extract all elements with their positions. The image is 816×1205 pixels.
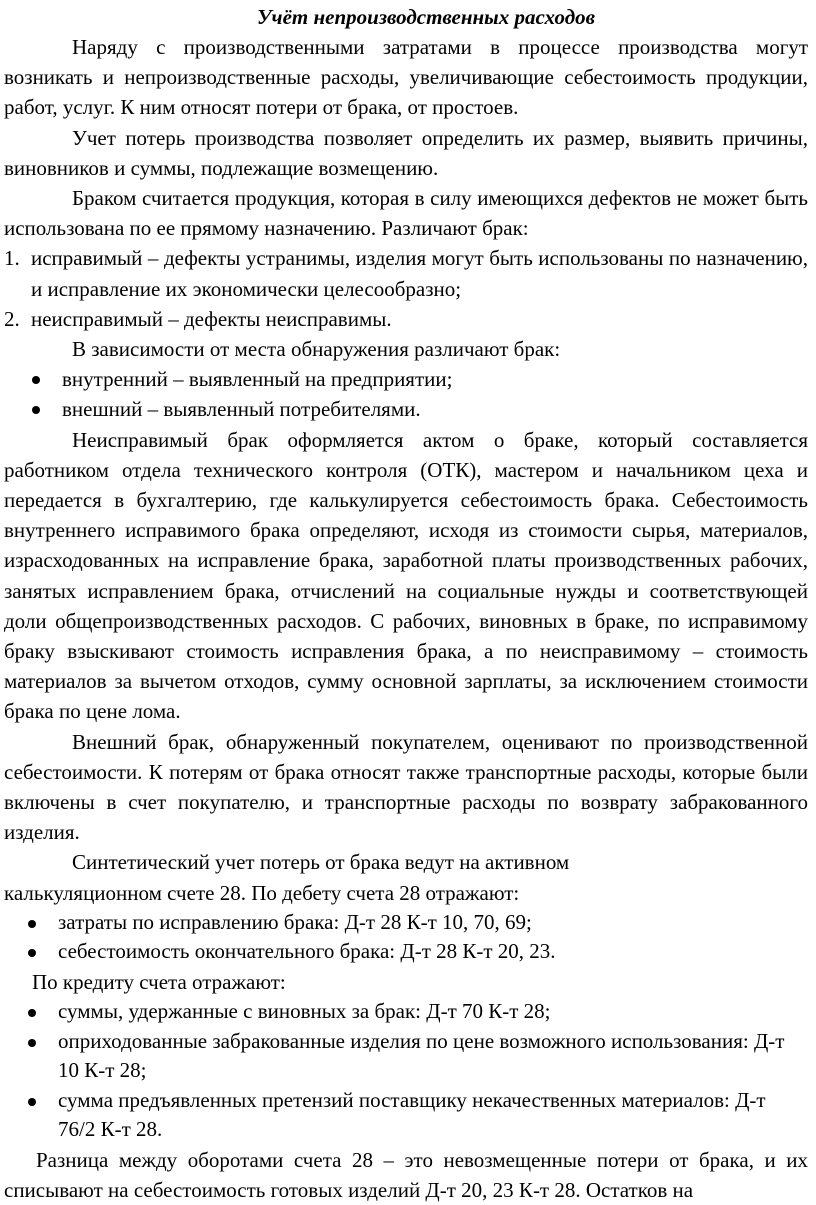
list-item: [4, 364, 808, 394]
paragraph-line: калькуляционном счете 28. По дебету счета 28 отражают:: [4, 880, 520, 905]
paragraph-intro: Наряду с производственными затратами в процессе производства могут возникать и непроизводственные расходы, увеличивающие себестоимость продукции, работ, услуг. К ним относят потери от брака, от простоев.: [4, 35, 808, 120]
document-title: Учёт непроизводственных расходов: [256, 5, 596, 29]
list-item-text: оприходованные забракованные изделия по цене возможного использования: Д-т 10 К-т 28;: [58, 1028, 785, 1083]
paragraph-difference: Разница между оборотами счета 28 – это невозмещенные потери от брака, и их списывают на себестоимость готовых изделий Д-т 20, 23 К-т 28. Остатков на: [4, 1147, 808, 1202]
paragraph-credit-intro: По кредиту счета отражают:: [32, 969, 286, 994]
paragraph-external-defect: Внешний брак, обнаруженный покупателем, оценивают по производственной себестоимости. К потерям от брака относят также транспортные расходы, которые были включены в счет покупателю, и транспортные расходы по возврату забракованного изделия.: [4, 729, 808, 845]
list-item-text: исправимый – дефекты устранимы, изделия могут быть использованы по назначению, и исправление их экономически целесообразно;: [31, 246, 808, 301]
list-item-text: затраты по исправлению брака: Д-т 28 К-т 10, 70, 69;: [58, 909, 532, 934]
paragraph-irreparable-defect: Неисправимый брак оформляется актом о браке, который составляется работником отдела технического контроля (ОТК), мастером и начальником цеха и передается в бухгалтерию, где калькулируется себестоимость брака. Себестоимость внутреннего исправимого брака определяют, исходя из стоимости сырья, материалов, израсходованных на исправление брака, заработной платы производственных рабочих, занятых исправлением брака, отчислений на социальные нужды и соответствующей доли общепроизводственных расходов. С рабочих, виновных в браке, по исправимому браку взыскивают стоимость исправления брака, а по неисправимому – стоимость материалов за вычетом отходов, сумму основной зарплаты, за исключением стоимости брака по цене лома.: [4, 427, 808, 724]
paragraph-synthetic-accounting-cont: [4, 878, 808, 908]
list-item: [4, 1027, 808, 1086]
document-page: [4, 2, 808, 1205]
list-number: 2.: [4, 306, 20, 331]
list-item: [4, 304, 808, 334]
bullet-icon: [32, 376, 40, 384]
list-item-text: суммы, удержанные с виновных за брак: Д-т 70 К-т 28;: [58, 999, 551, 1024]
bullet-icon: [28, 949, 36, 957]
list-item-text: себестоимость окончательного брака: Д-т 28 К-т 20, 23.: [58, 939, 556, 964]
credit-items-list: [4, 997, 808, 1145]
bullet-icon: [28, 1098, 36, 1106]
list-item-text: внешний – выявленный потребителями.: [62, 397, 421, 422]
paragraph-synthetic-accounting: [4, 847, 808, 877]
paragraph-loss-accounting: Учет потерь производства позволяет определить их размер, выявить причины, виновников и суммы, подлежащие возмещению.: [4, 125, 808, 180]
list-item-text: сумма предъявленных претензий поставщику некачественных материалов: Д-т 76/2 К-т 28.: [58, 1087, 766, 1142]
list-item-text: внутренний – выявленный на предприятии;: [62, 367, 453, 392]
bullet-icon: [28, 1039, 36, 1047]
list-item: [4, 997, 808, 1027]
bullet-icon: [28, 920, 36, 928]
list-item: [4, 243, 808, 303]
list-number: 1.: [4, 246, 20, 271]
paragraph-defect-definition: Браком считается продукция, которая в силу имеющихся дефектов не может быть использована по ее прямому назначению. Различают брак:: [4, 186, 808, 241]
bullet-icon: [28, 1009, 36, 1017]
list-item: [4, 394, 808, 424]
list-item-text: неисправимый – дефекты неисправимы.: [31, 306, 392, 331]
paragraph-line: Синтетический учет потерь от брака ведут на активном: [72, 850, 570, 875]
list-item: [4, 1086, 808, 1145]
bullet-icon: [32, 406, 40, 414]
defect-types-list: [4, 243, 808, 334]
location-types-list: [4, 364, 808, 424]
debit-items-list: [4, 908, 808, 967]
list-item: [4, 937, 808, 967]
list-item: [4, 908, 808, 938]
paragraph-location-intro: В зависимости от места обнаружения различают брак:: [72, 337, 561, 362]
